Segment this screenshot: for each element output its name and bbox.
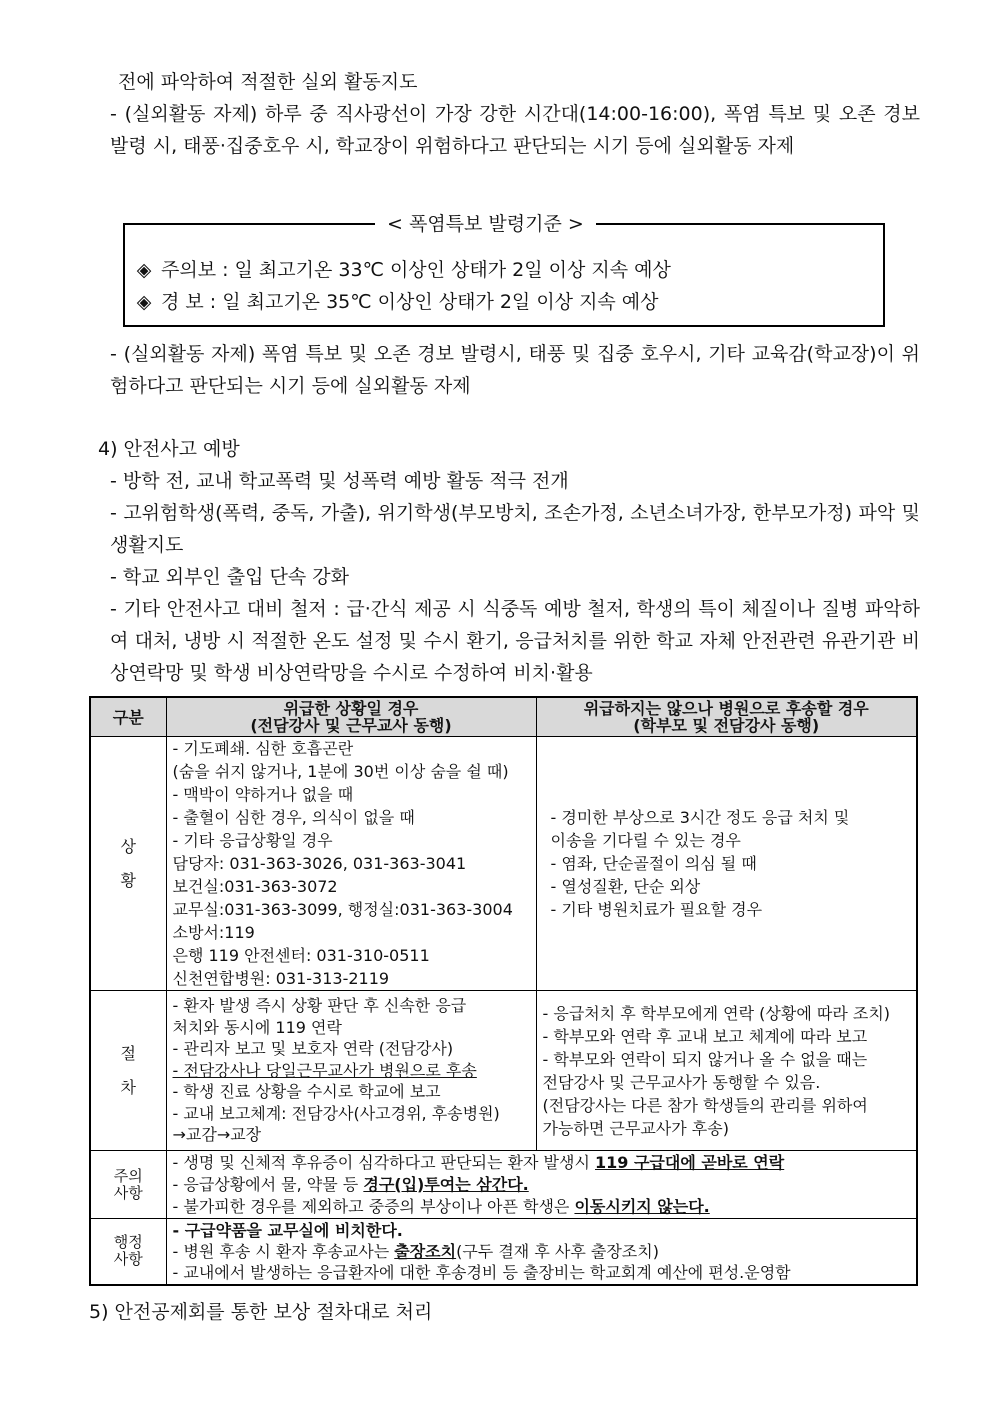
row-label-procedure: 절 차 [90,991,166,1151]
intro-line: 전에 파악하여 적절한 실외 활동지도 [118,71,418,93]
safety-bullet-4: - 기타 안전사고 대비 철저 : 급·간식 제공 시 식중독 예방 철저, 학생의 특이 체질이나 질병 파악하여 대처, 냉방 시 적절한 온도 설정 및 수시 환기, 응급처치를 위한 학교 자체 안전관련 유관기관 비상연락망 및 학생 비상연락망을 수시로 수정하여 비치·활용 [110,598,920,684]
section-4-heading: 4) 안전사고 예방 [98,438,240,460]
section-5-heading: 5) 안전공제회를 통한 보상 절차대로 처리 [89,1301,433,1323]
safety-bullet-2: - 고위험학생(폭력, 중독, 가출), 위기학생(부모방치, 조손가정, 소년소녀가장, 한부모가정) 파악 및 생활지도 [110,502,920,556]
procedure-emergency-cell: - 환자 발생 즉시 상황 판단 후 신속한 응급 처치와 동시에 119 연락 - 관리자 보고 및 보호자 연락 (전담강사) - 전담강사나 당일근무교사가 병원으로 후송 - 학생 진료 상황을 수시로 학교에 보고 - 교내 보고체계: 전담강사(사고경위, 후송병원) →교감→교장 [166,991,536,1151]
admin-cell: - 구급약품을 교무실에 비치한다. - 병원 후송 시 환자 후송교사는 출장조치(구두 결재 후 사후 출장조치) - 교내에서 발생하는 응급환자에 대한 후송경비 등 출장비는 학교회계 예산에 편성.운영함 [166,1219,917,1285]
situation-emergency-cell: - 기도폐쇄. 심한 호흡곤란 (숨을 쉬지 않거나, 1분에 30번 이상 숨을 쉴 때) - 맥박이 약하거나 없을 때 - 출혈이 심한 경우, 의식이 없을 때 - 기타 응급상황일 경우 담당자: 031-363-3026, 031-363-3041 보건실:031-363-3072 교무실:031-363-3099, 행정실:031-363-3004 소방서:119 은행 119 안전센터: 031-310-0511 신천연합병원: 031-313-2119 [166,737,536,991]
table-header-row [90,697,917,737]
header-emergency: 위급한 상황일 경우 (전담강사 및 근무교사 동행) [166,697,536,737]
heat-warning-line [135,287,659,317]
heat-box-title: < 폭염특보 발령기준 > [375,210,596,238]
diamond-bullet-icon: ◈ [136,259,152,281]
procedure-nonemergency-cell: - 응급처치 후 학부모에게 연락 (상황에 따라 조치) - 학부모와 연락 후 교내 보고 체계에 따라 보고 - 학부모와 연락이 되지 않거나 올 수 없을 때는 전담강사 및 근무교사가 동행할 수 있음. (전담강사는 다른 참가 학생들의 관리를 위하여 가능하면 근무교사가 후송) [536,991,917,1151]
header-category: 구분 [90,697,166,737]
situation-nonemergency-cell: - 경미한 부상으로 3시간 정도 응급 처치 및 이송을 기다릴 수 있는 경우 - 염좌, 단순골절이 의심 될 때 - 열성질환, 단순 외상 - 기타 병원치료가 필요할 경우 [536,737,917,991]
header-nonemergency: 위급하지는 않으나 병원으로 후송할 경우 (학부모 및 전담강사 동행) [536,697,917,737]
table-row-situation [90,737,917,991]
table-row-procedure [90,991,917,1151]
heat-advisory-text: 주의보 : 일 최고기온 33℃ 이상인 상태가 2일 이상 지속 예상 [161,259,671,281]
caution-cell: - 생명 및 신체적 후유증이 심각하다고 판단되는 환자 발생시 119 구급대에 곧바로 연락 - 응급상황에서 물, 약물 등 경구(입)투여는 삼간다. - 불가피한 경우를 제외하고 중증의 부상이나 아픈 학생은 이동시키지 않는다. [166,1151,917,1219]
heat-warning-text: 경 보 : 일 최고기온 35℃ 이상인 상태가 2일 이상 지속 예상 [161,291,659,313]
table-row-admin [90,1219,917,1285]
heat-wave-criteria-box [123,213,885,327]
row-label-situation: 상 황 [90,737,166,991]
safety-bullet-3: - 학교 외부인 출입 단속 강화 [110,566,349,588]
emergency-response-table [89,696,918,1286]
safety-bullet-1: - 방학 전, 교내 학교폭력 및 성폭력 예방 활동 적극 전개 [110,470,569,492]
heat-advisory-line [135,255,671,285]
table-row-caution [90,1151,917,1219]
outdoor-suspend-bullet-1: - (실외활동 자제) 하루 중 직사광선이 가장 강한 시간대(14:00-16:00), 폭염 특보 및 오존 경보 발령 시, 태풍·집중호우 시, 학교장이 위험하다고 판단되는 시기 등에 실외활동 자제 [110,103,920,157]
row-label-caution: 주의 사항 [90,1151,166,1219]
diamond-bullet-icon: ◈ [136,291,152,313]
row-label-admin: 행정 사항 [90,1219,166,1285]
outdoor-suspend-bullet-2: - (실외활동 자제) 폭염 특보 및 오존 경보 발령시, 태풍 및 집중 호우시, 기타 교육감(학교장)이 위험하다고 판단되는 시기 등에 실외활동 자제 [110,343,920,397]
